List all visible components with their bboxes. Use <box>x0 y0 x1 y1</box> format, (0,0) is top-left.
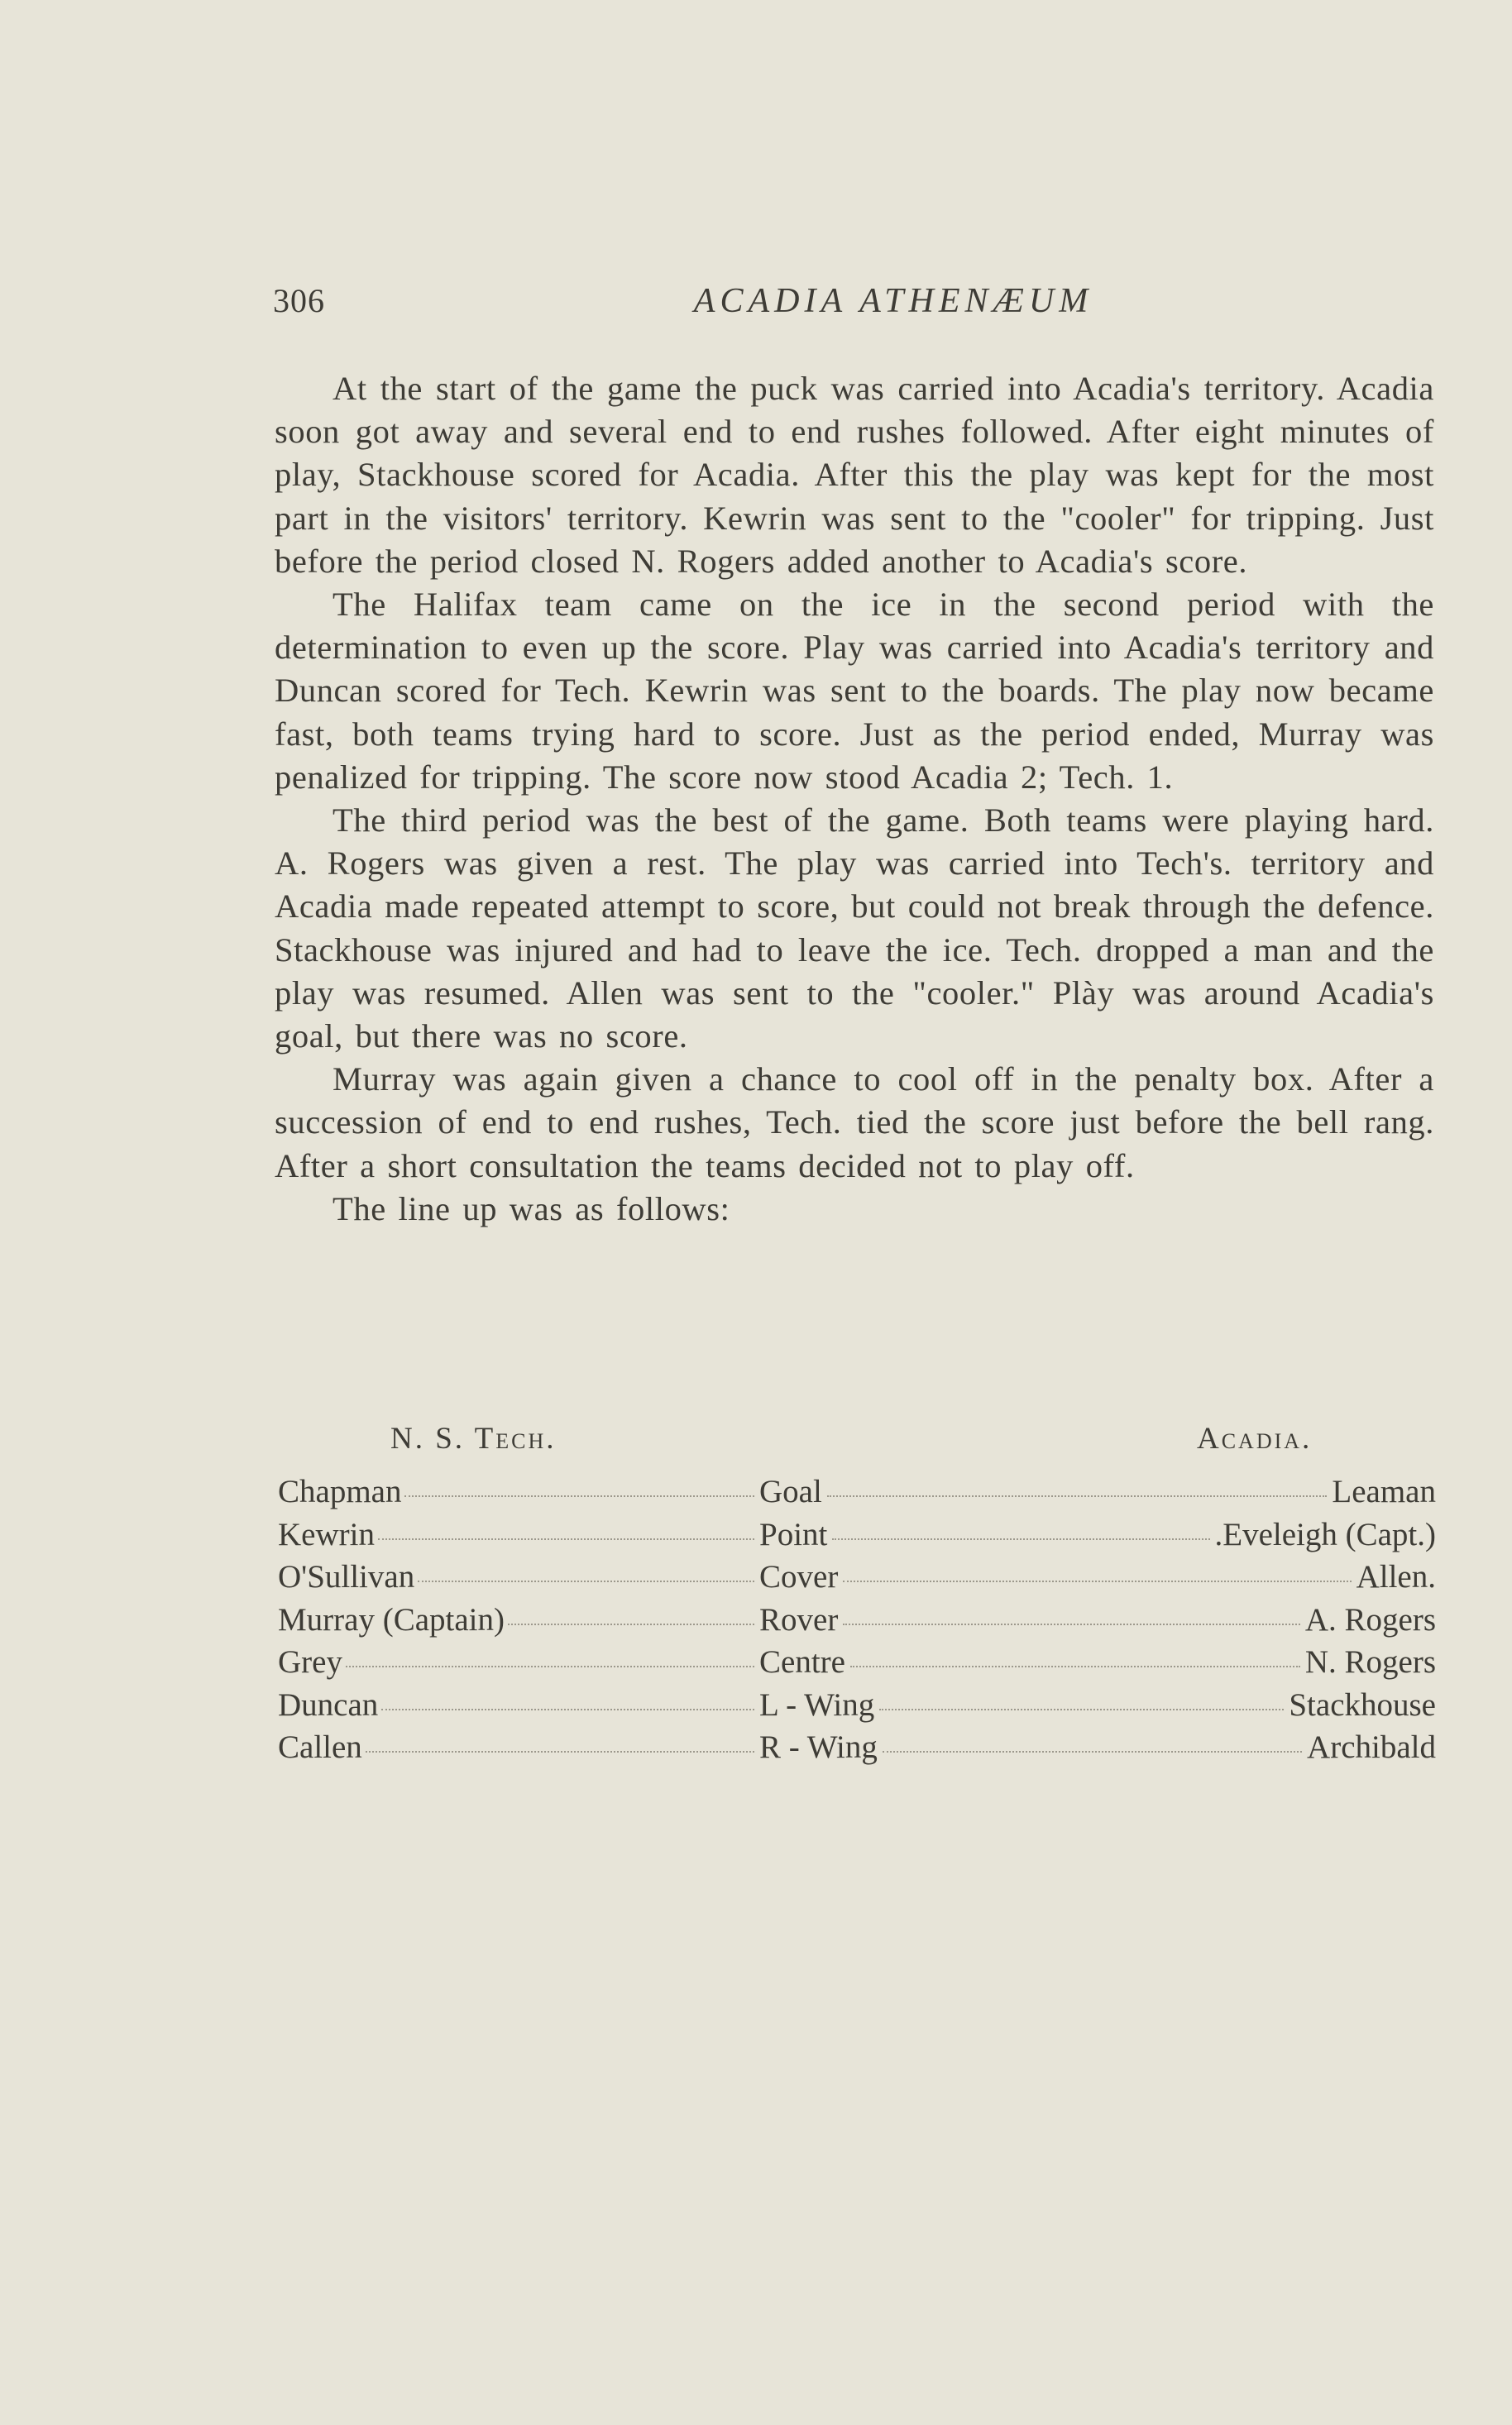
paragraph: The line up was as follows: <box>333 1189 730 1227</box>
lineup-row <box>278 1599 1436 1642</box>
acadia-player: .Eveleigh (Capt.) <box>1214 1516 1436 1552</box>
lineup-row <box>278 1514 1436 1557</box>
leader-dots <box>346 1666 754 1667</box>
acadia-player: Allen. <box>1356 1559 1436 1595</box>
paragraph: The Halifax team came on the ice in the second period with the determination to even up the score. Play was carried into Acadia's territory and Duncan scored for Tech. Kewrin was sent to the boards. The play now became fast, both teams trying hard to score. Just as the period ended, Murray was penalized for tripping. The score now stood Acadia 2; Tech. 1. <box>275 586 1434 796</box>
leader-dots <box>827 1495 1328 1497</box>
tech-player: Chapman <box>278 1474 402 1509</box>
acadia-player: A. Rogers <box>1304 1601 1436 1638</box>
paragraph: The third period was the best of the game. Both teams were playing hard. A. Rogers was given a rest. The play was carried into Tech's. territory and Acadia made repeated attempt to score, but could not break through the defence. Stackhouse was injured and had to leave the ice. Tech. dropped a man and the play was resumed. Allen was sent to the "cooler." Plày was around Acadia's goal, but there was no score. <box>275 801 1434 1055</box>
tech-player: Grey <box>278 1644 342 1680</box>
position-name: Centre <box>759 1644 845 1680</box>
leader-dots <box>843 1581 1351 1582</box>
acadia-player: N. Rogers <box>1304 1644 1436 1680</box>
leader-dots <box>404 1495 754 1497</box>
tech-player: Kewrin <box>278 1516 375 1552</box>
position-name: L - Wing <box>759 1686 875 1723</box>
acadia-player: Stackhouse <box>1289 1686 1436 1723</box>
lineup-table <box>278 1471 1436 1769</box>
lineup-row <box>278 1471 1436 1514</box>
tech-player: Murray (Captain) <box>278 1601 505 1638</box>
acadia-player: Leaman <box>1332 1474 1436 1509</box>
lineup-row <box>278 1726 1436 1769</box>
paragraph: Murray was again given a chance to cool off in the penalty box. After a succession of end to end rushes, Tech. tied the score just before the bell rang. After a short consultation the teams decided not to play off. <box>275 1060 1434 1184</box>
tech-player: O'Sullivan <box>278 1559 415 1595</box>
acadia-team-header: Acadia. <box>1197 1422 1313 1456</box>
leader-dots <box>879 1709 1284 1710</box>
leader-dots <box>378 1538 754 1540</box>
leader-dots <box>381 1709 754 1710</box>
position-name: Cover <box>759 1559 839 1595</box>
lineup-row <box>278 1641 1436 1684</box>
article-body <box>275 367 1434 1231</box>
running-head <box>273 281 1431 331</box>
acadia-player: Archibald <box>1307 1729 1436 1765</box>
leader-dots <box>418 1581 754 1582</box>
tech-player: Callen <box>278 1729 362 1765</box>
tech-player: Duncan <box>278 1686 379 1723</box>
leader-dots <box>508 1624 754 1625</box>
paragraph: At the start of the game the puck was carried into Acadia's territory. Acadia soon got away and several end to end rushes followed. After eight minutes of play, Stackhouse scored for Acadia. After this the play was kept for the most part in the visitors' territory. Kewrin was sent to the "cooler" for tripping. Just before the period closed N. Rogers added another to Acadia's score. <box>275 370 1434 580</box>
position-name: Rover <box>759 1601 839 1638</box>
leader-dots <box>843 1624 1300 1625</box>
position-name: Goal <box>759 1474 822 1509</box>
leader-dots <box>883 1751 1302 1753</box>
position-name: R - Wing <box>759 1729 878 1765</box>
leader-dots <box>850 1666 1300 1667</box>
lineup-row <box>278 1684 1436 1727</box>
tech-team-header: N. S. Tech. <box>390 1422 557 1456</box>
page-number: 306 <box>273 282 325 319</box>
position-name: Point <box>759 1516 828 1552</box>
leader-dots <box>366 1751 754 1753</box>
journal-title: ACADIA ATHENÆUM <box>693 282 1093 320</box>
leader-dots <box>832 1538 1209 1540</box>
lineup-headers <box>275 1421 1434 1462</box>
lineup-row <box>278 1556 1436 1599</box>
